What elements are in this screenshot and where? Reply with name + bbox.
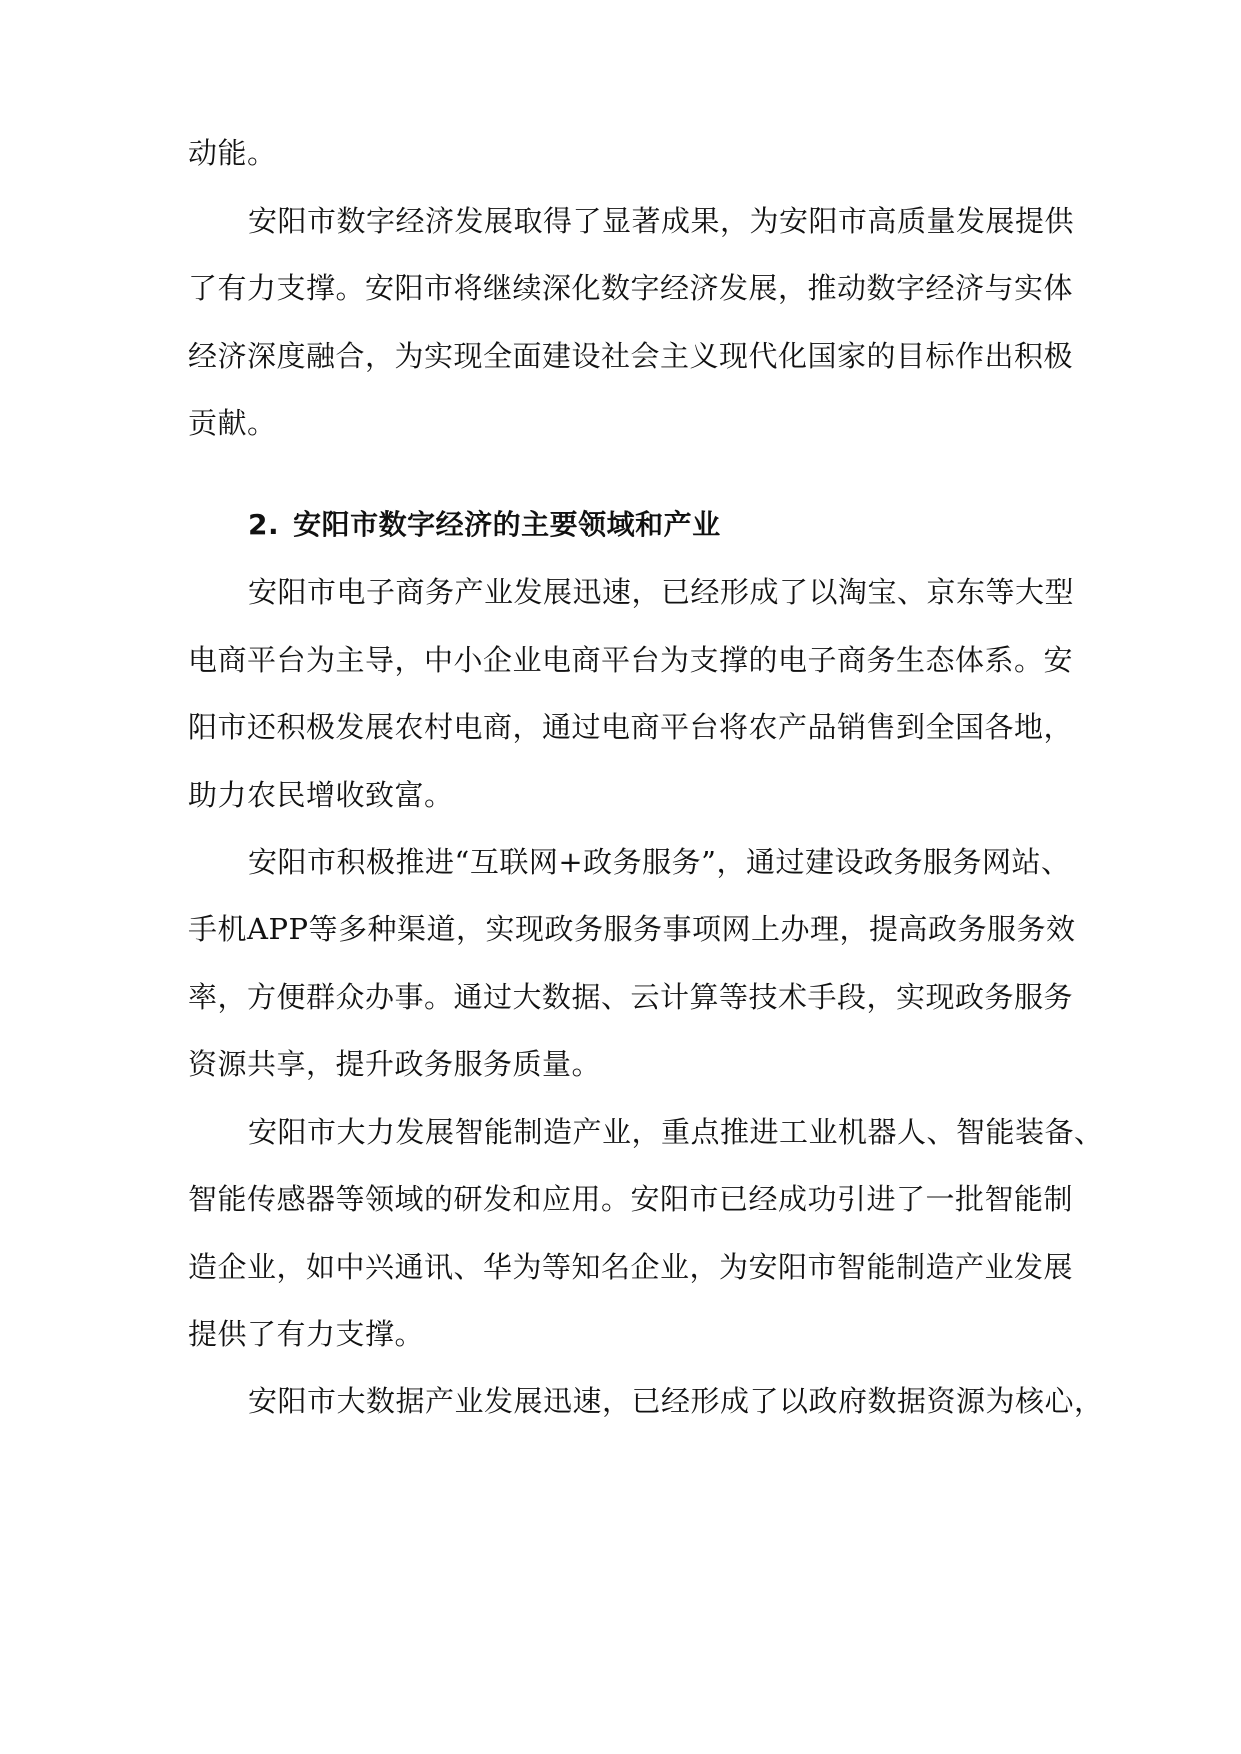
paragraph-line: 手机APP等多种渠道，实现政务服务事项网上办理，提高政务服务效 [188, 912, 1076, 946]
section-title: 安阳市数字经济的主要领域和产业 [293, 508, 721, 541]
paragraph-line: 安阳市大数据产业发展迅速，已经形成了以政府数据资源为核心， [248, 1384, 1104, 1418]
paragraph-line: 电商平台为主导，中小企业电商平台为支撑的电子商务生态体系。安 [188, 643, 1074, 677]
paragraph-line: 智能传感器等领域的研发和应用。安阳市已经成功引进了一批智能制 [188, 1182, 1074, 1216]
paragraph-line: 助力农民增收致富。 [188, 778, 454, 812]
paragraph-line: 经济深度融合，为实现全面建设社会主义现代化国家的目标作出积极 [188, 339, 1074, 373]
paragraph-line: 提供了有力支撑。 [188, 1317, 425, 1351]
section-heading [248, 505, 1128, 545]
paragraph-line: 贡献。 [188, 406, 277, 440]
paragraph-line: 安阳市数字经济发展取得了显著成果，为安阳市高质量发展提供 [248, 204, 1075, 238]
paragraph-line: 安阳市电子商务产业发展迅速，已经形成了以淘宝、京东等大型 [248, 575, 1075, 609]
paragraph-line: 动能。 [188, 136, 277, 170]
section-number: 2. [248, 508, 280, 541]
paragraph-line: 了有力支撑。安阳市将继续深化数字经济发展，推动数字经济与实体 [188, 271, 1074, 305]
paragraph-line: 资源共享，提升政务服务质量。 [188, 1047, 602, 1081]
paragraph-line: 安阳市积极推进“互联网+政务服务”，通过建设政务服务网站、 [248, 845, 1071, 879]
paragraph-line: 率，方便群众办事。通过大数据、云计算等技术手段，实现政务服务 [188, 980, 1074, 1014]
paragraph-line: 安阳市大力发展智能制造产业，重点推进工业机器人、智能装备、 [248, 1115, 1104, 1149]
paragraph-line: 阳市还积极发展农村电商，通过电商平台将农产品销售到全国各地， [188, 710, 1074, 744]
paragraph-line: 造企业，如中兴通讯、华为等知名企业，为安阳市智能制造产业发展 [188, 1250, 1074, 1284]
